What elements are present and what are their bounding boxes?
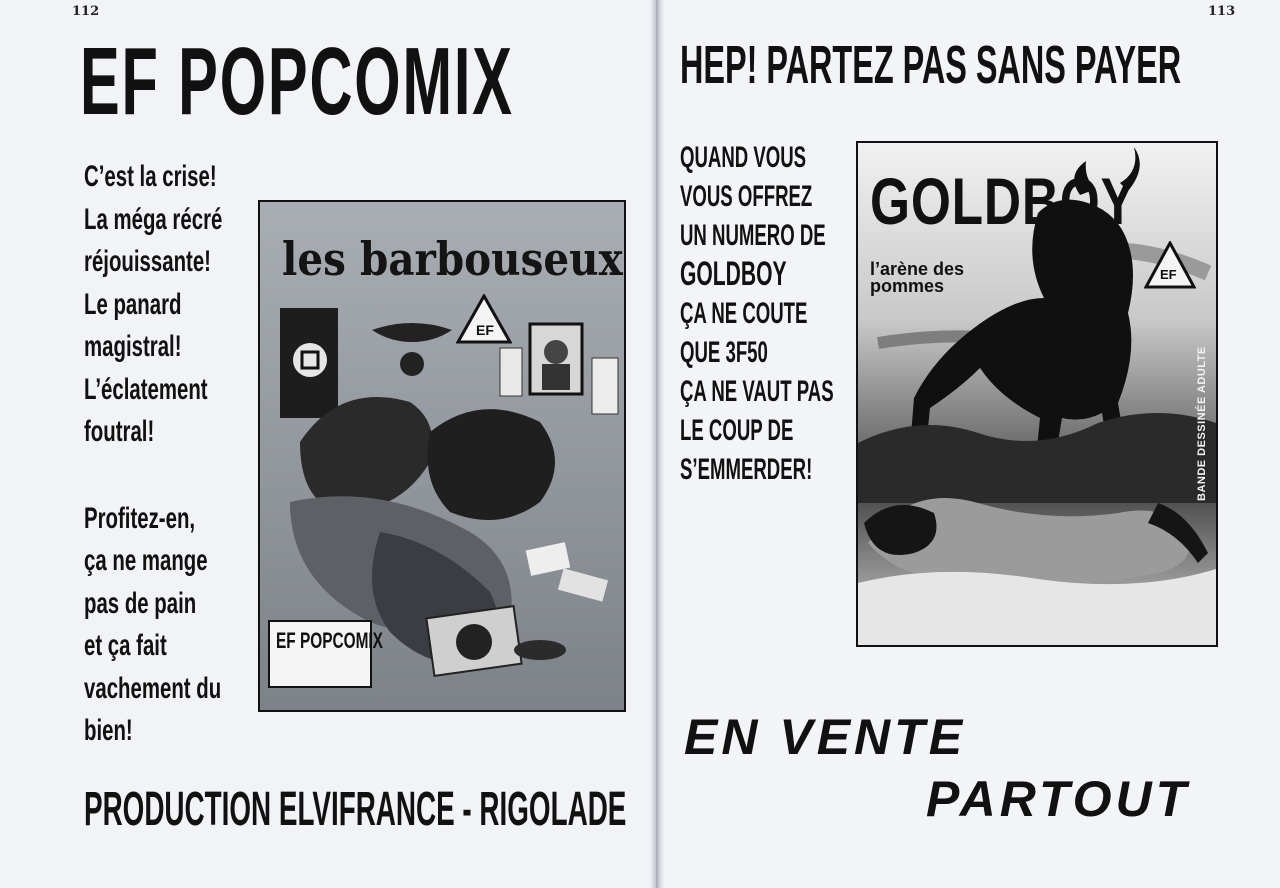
copy-line: UN NUMERO DE (680, 219, 826, 252)
cover-title-goldboy: GOLDBOY (870, 164, 1136, 238)
copy-line: C’est la crise! (84, 160, 217, 193)
page-title-right: HEP! PARTEZ PAS SANS PAYER (680, 35, 1182, 95)
cover-subtitle-line-1: l’arène des (870, 259, 965, 279)
cover-badge-right: EF (1160, 267, 1177, 282)
logo-text: EF POPCOMIX (276, 628, 383, 653)
copy-line: Le panard (84, 287, 182, 321)
production-credit: PRODUCTION ELVIFRANCE - RIGOLADE (84, 783, 627, 836)
cover-title-barbouseux: les barbouseux (282, 232, 623, 286)
cover-subtitle-line-2: pommes (870, 276, 945, 296)
copy-line: La méga récré (84, 202, 223, 236)
copy-gap (84, 454, 287, 498)
copy-line: foutral! (84, 415, 155, 448)
copy-line: vachement du (84, 671, 222, 705)
ad-copy-left (84, 156, 287, 753)
page-title-left: EF POPCOMIX (80, 28, 514, 135)
copy-line: S’EMMERDER! (680, 453, 813, 486)
copy-line: bien! (84, 714, 133, 747)
copy-line: VOUS OFFREZ (680, 180, 813, 213)
copy-line: pas de pain (84, 586, 197, 620)
copy-line: réjouissante! (84, 245, 211, 278)
side-label-text: BANDE DESSINÉE ADULTE (1196, 346, 1208, 501)
comic-cover-barbouseux (258, 200, 626, 712)
copy-line: GOLDBOY (680, 255, 787, 293)
copy-line: L’éclatement (84, 372, 208, 406)
page-number-left: 112 (72, 4, 100, 19)
popcomix-logo (268, 620, 383, 688)
copy-line: ÇA NE COUTE (680, 297, 808, 330)
copy-line: Profitez-en, (84, 501, 196, 535)
copy-line: et ça fait (84, 629, 167, 662)
copy-line: QUAND VOUS (680, 141, 807, 174)
slogan-line-2: PARTOUT (926, 771, 1191, 827)
book-gutter (650, 0, 664, 888)
cover-side-label (1194, 346, 1208, 503)
slogan-line-1: EN VENTE (684, 709, 967, 765)
copy-line: ça ne mange (84, 544, 208, 577)
comic-cover-goldboy (856, 141, 1218, 647)
copy-line: LE COUP DE (680, 414, 794, 447)
copy-line: ÇA NE VAUT PAS (680, 375, 834, 408)
copy-line: QUE 3F50 (680, 336, 768, 369)
cover-subtitle-goldboy (870, 261, 964, 295)
copy-line: magistral! (84, 330, 182, 363)
page-number-right: 113 (1208, 4, 1236, 19)
cover-badge-left: EF (476, 322, 494, 338)
